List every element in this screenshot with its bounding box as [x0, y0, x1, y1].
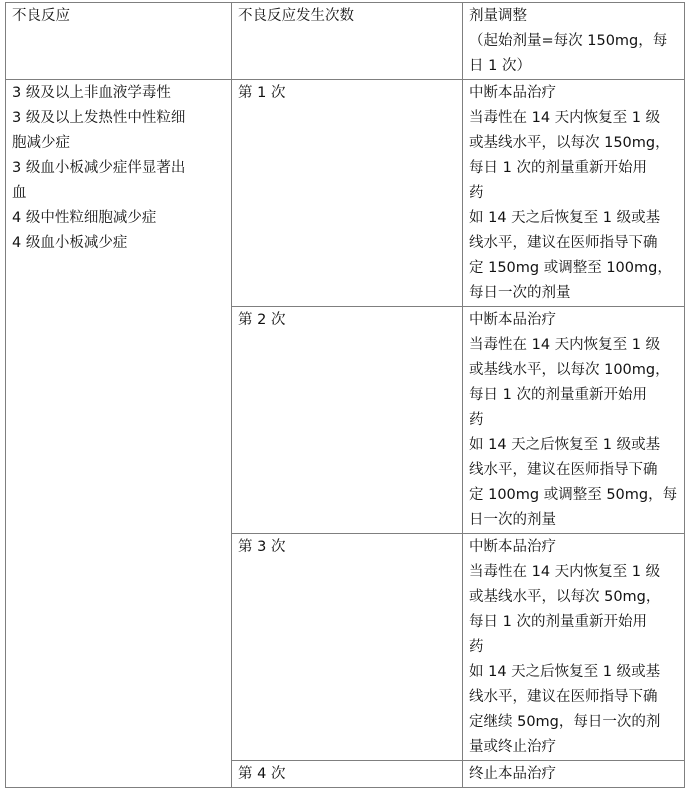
dose-line: 药 [469, 412, 484, 428]
occurrence-cell [232, 80, 463, 307]
header-occurrence-label: 不良反应发生次数 [238, 8, 354, 24]
dose-line: 线水平，建议在医师指导下确 [469, 689, 658, 705]
dose-line: 中断本品治疗 [469, 85, 556, 101]
occurrence-cell [232, 307, 463, 534]
dose-line: 或基线水平，以每次 150mg， [469, 135, 670, 151]
occurrence-cell [232, 761, 463, 788]
condition-line: 3 级及以上发热性中性粒细 [12, 110, 186, 126]
header-dose-line: 日 1 次） [469, 58, 531, 74]
dose-line: 量或终止治疗 [469, 739, 556, 755]
condition-line: 3 级及以上非血液学毒性 [12, 85, 171, 101]
dose-line: 当毒性在 14 天内恢复至 1 级 [469, 110, 661, 126]
dose-line: 每日 1 次的剂量重新开始用 [469, 160, 647, 176]
dose-line: 如 14 天之后恢复至 1 级或基 [469, 210, 661, 226]
condition-line: 血 [12, 185, 27, 201]
dose-line: 每日一次的剂量 [469, 285, 571, 301]
header-dose-line: 剂量调整 [469, 8, 527, 24]
condition-line: 4 级中性粒细胞减少症 [12, 210, 157, 226]
occurrence-label: 第 1 次 [238, 85, 286, 101]
header-dose-adjustment [463, 3, 685, 80]
condition-line: 胞减少症 [12, 135, 70, 151]
table-row [6, 80, 685, 307]
dose-line: 或基线水平，以每次 50mg， [469, 589, 661, 605]
dose-adjustment-cell [463, 534, 685, 761]
dose-line: 定 100mg 或调整至 50mg，每 [469, 487, 678, 503]
dose-line: 当毒性在 14 天内恢复至 1 级 [469, 564, 661, 580]
header-row [6, 3, 685, 80]
dose-line: 中断本品治疗 [469, 539, 556, 555]
dose-line: 每日 1 次的剂量重新开始用 [469, 387, 647, 403]
occurrence-label: 第 4 次 [238, 766, 286, 782]
dose-line: 如 14 天之后恢复至 1 级或基 [469, 664, 661, 680]
occurrence-label: 第 2 次 [238, 312, 286, 328]
condition-line: 3 级血小板减少症伴显著出 [12, 160, 186, 176]
dose-line: 药 [469, 185, 484, 201]
dose-line: 或基线水平，以每次 100mg， [469, 362, 670, 378]
dose-line: 当毒性在 14 天内恢复至 1 级 [469, 337, 661, 353]
dose-line: 定 150mg 或调整至 100mg， [469, 260, 672, 276]
header-adverse-reaction-label: 不良反应 [12, 8, 70, 24]
dose-adjustment-cell [463, 80, 685, 307]
dose-line: 药 [469, 639, 484, 655]
dose-line: 线水平，建议在医师指导下确 [469, 462, 658, 478]
dose-adjustment-table [5, 2, 685, 788]
dose-line: 如 14 天之后恢复至 1 级或基 [469, 437, 661, 453]
dose-line: 线水平，建议在医师指导下确 [469, 235, 658, 251]
dose-line: 定继续 50mg，每日一次的剂 [469, 714, 661, 730]
dose-line: 每日 1 次的剂量重新开始用 [469, 614, 647, 630]
occurrence-cell [232, 534, 463, 761]
header-adverse-reaction [6, 3, 232, 80]
dose-line: 终止本品治疗 [469, 766, 556, 782]
header-dose-line: （起始剂量=每次 150mg，每 [469, 33, 668, 49]
header-occurrence [232, 3, 463, 80]
dose-adjustment-cell [463, 307, 685, 534]
condition-line: 4 级血小板减少症 [12, 235, 128, 251]
dose-adjustment-cell [463, 761, 685, 788]
dose-line: 日一次的剂量 [469, 512, 556, 528]
dose-line: 中断本品治疗 [469, 312, 556, 328]
occurrence-label: 第 3 次 [238, 539, 286, 555]
adverse-reaction-conditions [6, 80, 232, 788]
